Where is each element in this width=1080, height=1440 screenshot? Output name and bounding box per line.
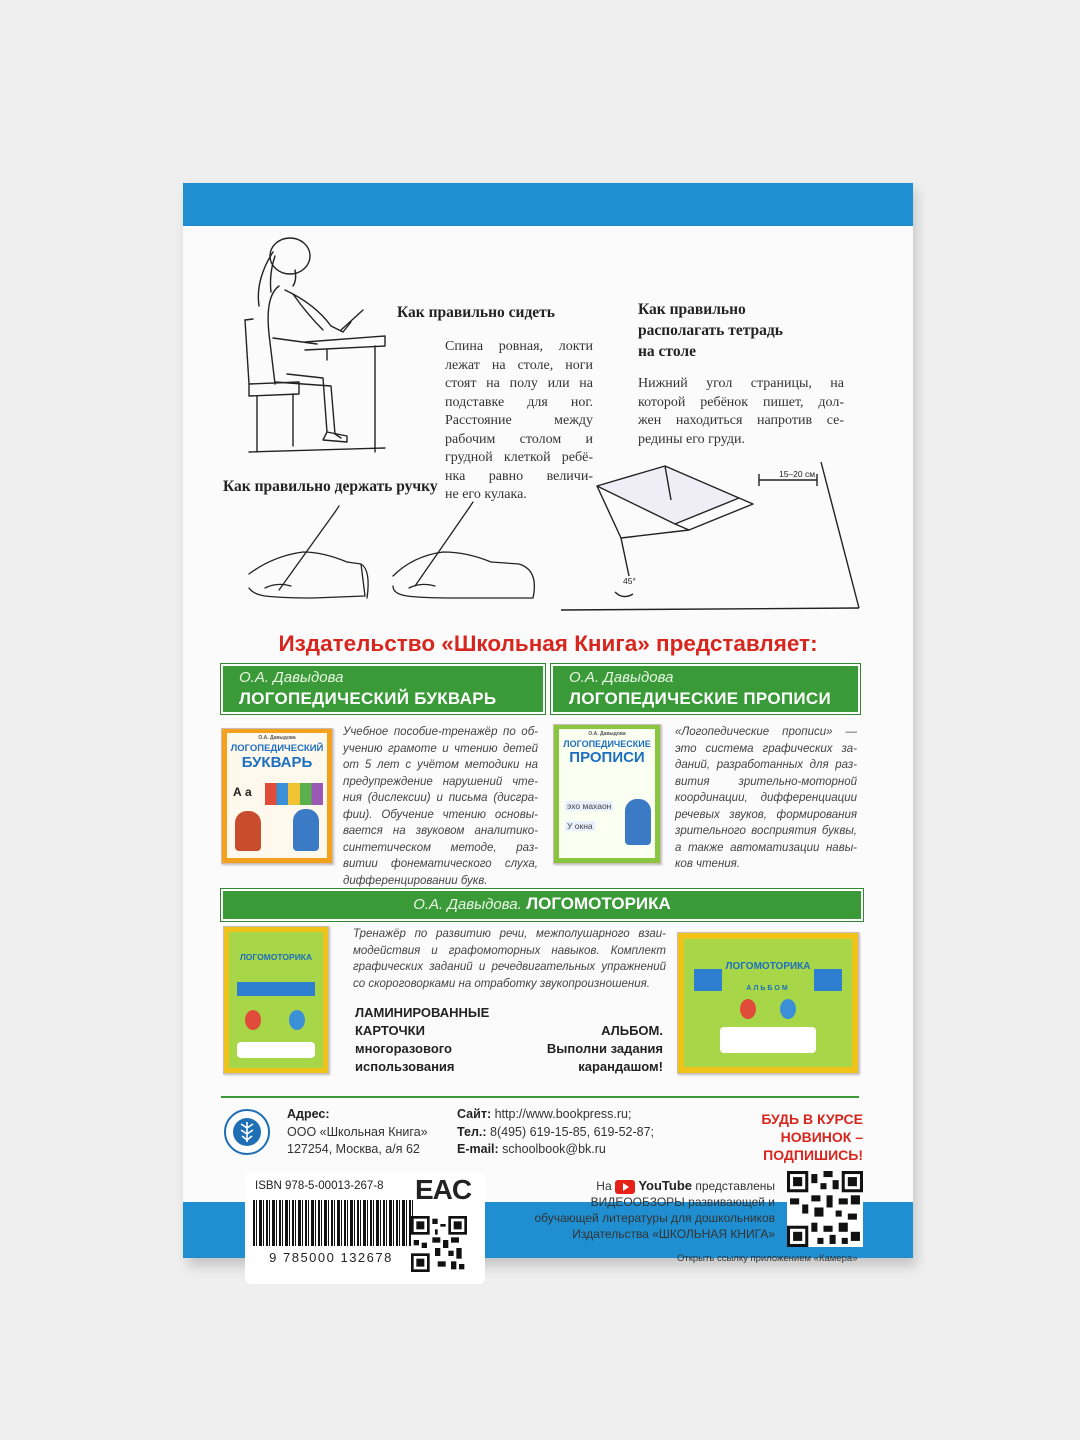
- address-label: Адрес:: [287, 1107, 330, 1121]
- youtube-line: ВИДЕООБЗОРЫ развивающей и: [590, 1195, 775, 1209]
- propisi-cover-character: [625, 799, 651, 845]
- sit-line: подставке для ног.: [445, 394, 593, 410]
- cards-caption-line: КАРТОЧКИ: [355, 1023, 425, 1038]
- propisi-description: [675, 724, 857, 873]
- youtube-play-icon[interactable]: [615, 1180, 635, 1194]
- balloon-shape: [780, 999, 796, 1019]
- publisher-logo-icon: [223, 1108, 271, 1156]
- bukvar-cover-image: [221, 728, 333, 864]
- sit-line: нка равно величи-: [445, 468, 593, 484]
- notebook-heading-line: на столе: [638, 343, 696, 360]
- notebook-text: [638, 375, 844, 449]
- propisi-banner: [551, 664, 860, 714]
- youtube-brand[interactable]: YouTube: [638, 1178, 692, 1193]
- play-triangle-icon: [623, 1183, 629, 1191]
- logomotorika-desc-line: Тренажёр по развитию речи, межполушарного взаи-: [353, 928, 666, 940]
- site-link[interactable]: http://www.bookpress.ru;: [494, 1107, 632, 1121]
- bukvar-desc-line: ния (дислексии) и письма (дисгра-: [343, 792, 538, 804]
- sit-line: Расстояние между: [445, 413, 593, 428]
- address-block: [287, 1106, 428, 1159]
- address-line: ООО «Школьная Книга»: [287, 1124, 428, 1139]
- album-caption-line: Выполни задания: [546, 1041, 663, 1056]
- camera-note: Открыть ссылку приложением «Камера»: [677, 1253, 858, 1264]
- album-cover-title: ЛОГОМОТОРИКА: [725, 961, 811, 972]
- bukvar-desc-line: дифференцировании букв.: [343, 874, 488, 887]
- logomotorika-author: О.А. Давыдова.: [413, 896, 522, 913]
- bukvar-desc-line: от 5 лет с учётом методики на: [343, 759, 538, 771]
- phone-value: 8(495) 619-15-85, 619-52-87;: [490, 1124, 655, 1139]
- bukvar-desc-line: предупреждение нарушений чте-: [343, 775, 538, 788]
- propisi-desc-line: координации, дифференциации: [675, 792, 857, 804]
- bukvar-desc-line: синтетическом методе, раз-: [343, 841, 538, 854]
- notebook-line: которой ребёнок пишет, дол-: [638, 394, 844, 410]
- promo-line: НОВИНОК –: [780, 1129, 863, 1145]
- notebook-line: Нижний угол страницы, на: [638, 376, 844, 391]
- cards-caption: [355, 1004, 489, 1076]
- barcode-image: [253, 1200, 413, 1246]
- album-cover-tag: [814, 969, 842, 991]
- book-back-cover: [183, 183, 913, 1265]
- propisi-cover-author: О.А. Давыдова: [588, 731, 626, 737]
- cards-cover-title: ЛОГОМОТОРИКА: [239, 952, 313, 962]
- album-cover-panel: [720, 1027, 816, 1053]
- logomotorika-album-image: [677, 932, 859, 1074]
- distance-label: 15–20 см: [779, 469, 816, 479]
- propisi-author: О.А. Давыдова: [569, 669, 674, 686]
- sit-line: лежат на столе, ноги: [445, 357, 593, 373]
- bukvar-desc-line: фии). Обучение чтению основы-: [343, 808, 538, 821]
- bukvar-author: О.А. Давыдова: [239, 669, 344, 686]
- logomotorika-cards-image: [223, 926, 329, 1074]
- propisi-desc-line: даний, разработанных для раз-: [675, 759, 857, 771]
- sit-line: стоят на полу или на: [445, 376, 593, 391]
- logomotorika-desc-line: со скороговорками на отработку звукопроизношения.: [353, 977, 650, 990]
- cards-caption-line: многоразового: [355, 1041, 452, 1056]
- propisi-cover-line: эхо махаон: [567, 801, 612, 811]
- album-caption-line: карандашом!: [578, 1059, 663, 1074]
- propisi-cover-inner: [559, 729, 655, 858]
- youtube-line: обучающей литературы для дошкольников: [534, 1211, 775, 1225]
- barcode-number: 9 785000 132678: [269, 1250, 393, 1265]
- album-cover-subtitle: АЛЬБОМ: [746, 985, 790, 992]
- album-caption: [523, 1022, 663, 1076]
- notebook-diagram: [559, 458, 879, 628]
- promo-line: БУДЬ В КУРСЕ: [761, 1111, 863, 1127]
- notebook-heading-line: Как правильно: [638, 301, 746, 318]
- propisi-cover-title2: ПРОПИСИ: [569, 749, 645, 766]
- youtube-promo: [483, 1178, 775, 1242]
- bukvar-desc-line: вается на звуковом аналитико-: [343, 825, 538, 837]
- email-link[interactable]: schoolbook@bk.ru: [502, 1142, 606, 1156]
- bukvar-description: [343, 724, 538, 889]
- bukvar-desc-line: витии фонематического слуха,: [343, 858, 538, 870]
- bukvar-cover-blocks: [265, 783, 323, 805]
- site-label: Сайт:: [457, 1107, 492, 1121]
- youtube-line-rest: представлены: [695, 1179, 775, 1193]
- cover-page: [183, 226, 913, 1265]
- logomotorika-banner: [221, 889, 863, 921]
- bukvar-cover-title1: ЛОГОПЕДИЧЕСКИЙ: [230, 743, 324, 754]
- bukvar-cover-author: О.А. Давыдова: [258, 735, 296, 741]
- isbn-text: ISBN 978-5-00013-267-8: [255, 1180, 384, 1192]
- propisi-desc-line: ков чтения.: [675, 858, 741, 870]
- sitting-girl-illustration: [235, 234, 425, 459]
- cards-cover-panel: [237, 1042, 315, 1058]
- album-cover-tag: [694, 969, 722, 991]
- album-caption-line: АЛЬБОМ.: [601, 1023, 663, 1038]
- propisi-desc-line: зрительного восприятия буквы,: [675, 825, 857, 837]
- cards-cover-inner: [229, 932, 323, 1068]
- propisi-desc-line: а также автоматизации навы-: [675, 841, 857, 854]
- logomotorika-description: [353, 926, 666, 992]
- qr-code-small[interactable]: [411, 1216, 467, 1272]
- cards-cover-label: [237, 982, 315, 996]
- logomotorika-banner-text: [223, 894, 861, 914]
- balloon-shape: [289, 1010, 305, 1030]
- bukvar-cover-inner: [227, 733, 327, 858]
- angle-label: 45°: [623, 576, 636, 586]
- notebook-heading: [638, 299, 783, 362]
- address-line: 127254, Москва, а/я 62: [287, 1142, 420, 1156]
- youtube-prefix: На: [596, 1179, 612, 1193]
- bukvar-banner: [221, 664, 545, 714]
- logomotorika-desc-line: графических заданий и речедвигательных упражнений: [353, 961, 666, 973]
- bukvar-cover-letters: А а: [233, 785, 252, 799]
- subscribe-promo: [703, 1110, 863, 1164]
- logomotorika-title: ЛОГОМОТОРИКА: [526, 894, 671, 913]
- pen-heading: Как правильно держать ручку: [223, 478, 438, 495]
- bukvar-cover-character: [293, 809, 319, 851]
- cards-caption-line: использования: [355, 1059, 455, 1074]
- sit-heading: Как правильно сидеть: [397, 304, 555, 321]
- email-label: E-mail:: [457, 1142, 499, 1156]
- propisi-cover-title1: ЛОГОПЕДИЧЕСКИЕ: [563, 739, 651, 749]
- propisi-desc-line: «Логопедические прописи» —: [675, 726, 857, 738]
- bukvar-cover-character: [235, 811, 261, 851]
- cards-caption-line: ЛАМИНИРОВАННЫЕ: [355, 1005, 490, 1020]
- publisher-title: Издательство «Школьная Книга» представляет:: [278, 631, 818, 656]
- qr-code-youtube[interactable]: [787, 1171, 863, 1247]
- propisi-cover-line: У окна: [567, 821, 593, 831]
- sit-line: грудной клеткой ребё-: [445, 450, 593, 465]
- sit-line: Спина ровная, локти: [445, 339, 593, 354]
- propisi-desc-line: это система графических за-: [675, 742, 857, 755]
- propisi-cover-image: [553, 724, 661, 864]
- eac-mark: EAC: [415, 1174, 472, 1205]
- notebook-line: редины его груди.: [638, 431, 745, 447]
- notebook-line: жен находиться напротив се-: [638, 413, 844, 428]
- hands-holding-pen-illustration: [243, 498, 563, 610]
- youtube-line: Издательства «ШКОЛЬНАЯ КНИГА»: [572, 1227, 775, 1241]
- propisi-desc-line: вития зрительно-моторной: [675, 775, 857, 788]
- notebook-heading-line: располагать тетрадь: [638, 322, 783, 339]
- sit-line: рабочим столом и: [445, 431, 593, 447]
- propisi-desc-line: речевых звуков, формирования: [675, 808, 857, 821]
- logomotorika-desc-line: модействия и графомоторных навыков. Комплект: [353, 944, 666, 957]
- promo-line: ПОДПИШИСЬ!: [763, 1147, 863, 1163]
- bukvar-cover-title2: БУКВАРЬ: [241, 754, 313, 771]
- balloon-shape: [740, 999, 756, 1019]
- bukvar-desc-line: Учебное пособие-тренажёр по об-: [343, 726, 538, 738]
- balloon-shape: [245, 1010, 261, 1030]
- phone-label: Тел.:: [457, 1124, 487, 1139]
- section-divider: [221, 1096, 859, 1098]
- sit-line: не его кулака.: [445, 487, 527, 502]
- bukvar-desc-line: учению грамоте и чтению детей: [343, 742, 538, 755]
- propisi-title: ЛОГОПЕДИЧЕСКИЕ ПРОПИСИ: [569, 689, 831, 708]
- contacts-block: [457, 1106, 654, 1159]
- bukvar-title: ЛОГОПЕДИЧЕСКИЙ БУКВАРЬ: [239, 689, 497, 708]
- album-cover-inner: [684, 939, 852, 1067]
